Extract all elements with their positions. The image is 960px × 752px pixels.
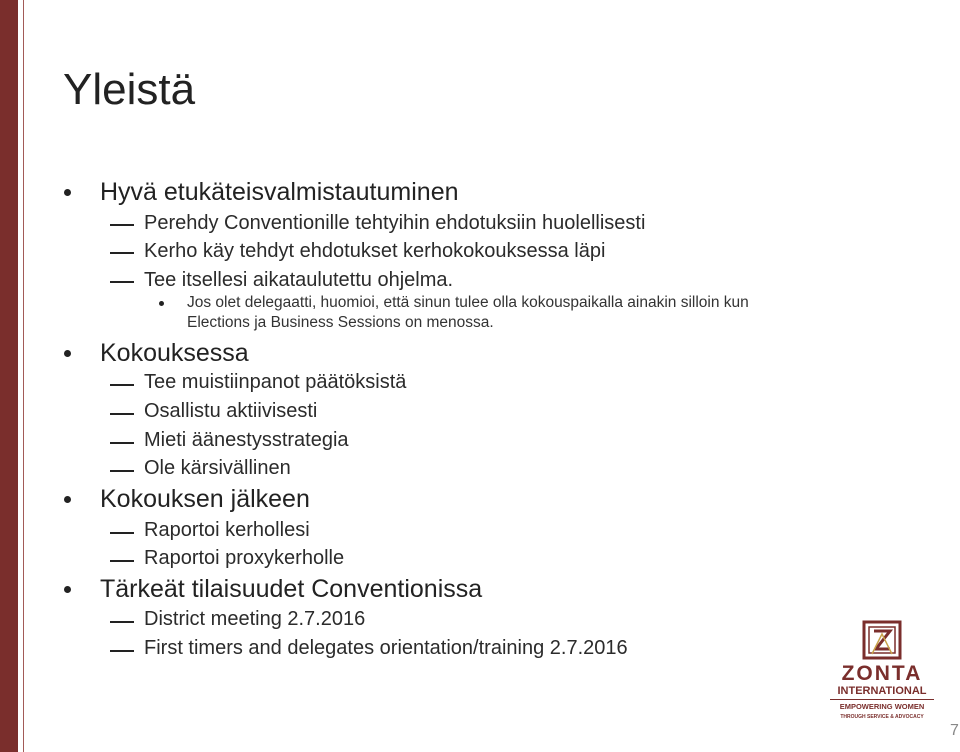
logo-tagline: EMPOWERING WOMEN	[839, 702, 925, 711]
bullet-icon	[159, 301, 164, 306]
dash-icon	[110, 224, 134, 226]
zonta-logo	[820, 618, 944, 722]
sub-item: Ole kärsivällinen	[144, 457, 291, 479]
bullet-item: Tärkeät tilaisuudet Conventionissa	[100, 575, 483, 603]
sub-item: Tee muistiinpanot päätöksistä	[144, 371, 407, 393]
dash-icon	[110, 281, 134, 283]
dash-icon	[110, 252, 134, 254]
bullet-icon	[64, 350, 71, 357]
sub-item: District meeting 2.7.2016	[144, 608, 366, 630]
dash-icon	[110, 621, 134, 623]
logo-name: ZONTA	[841, 662, 923, 685]
bullet-icon	[64, 586, 71, 593]
sub-sub-item-line: Jos olet delegaatti, huomioi, että sinun tulee olla kokouspaikalla ainakin silloin kun	[187, 294, 749, 311]
bullet-item: Hyvä etukäteisvalmistautuminen	[100, 178, 459, 206]
slide-title: Yleistä	[63, 65, 196, 114]
bullet-icon	[64, 189, 71, 196]
sub-item: Raportoi kerhollesi	[144, 519, 310, 541]
logo-tagline-2: THROUGH SERVICE & ADVOCACY	[840, 714, 924, 720]
bullet-item: Kokouksen jälkeen	[100, 485, 310, 513]
dash-icon	[110, 650, 134, 652]
dash-icon	[110, 442, 134, 444]
bullet-icon	[64, 496, 71, 503]
sub-item: Osallistu aktiivisesti	[144, 400, 318, 422]
bullet-item: Kokouksessa	[100, 339, 249, 367]
dash-icon	[110, 384, 134, 386]
sub-sub-item-line: Elections ja Business Sessions on menossa.	[187, 314, 494, 331]
sub-item: First timers and delegates orientation/training 2.7.2016	[144, 637, 628, 659]
dash-icon	[110, 532, 134, 534]
page-number: 7	[950, 722, 959, 739]
sub-item: Perehdy Conventionille tehtyihin ehdotuksiin huolellisesti	[144, 212, 646, 234]
sub-item: Raportoi proxykerholle	[144, 547, 345, 569]
sub-item: Kerho käy tehdyt ehdotukset kerhokokouksessa läpi	[144, 240, 606, 262]
sub-item: Tee itsellesi aikataulutettu ohjelma.	[144, 269, 454, 291]
logo-sub: INTERNATIONAL	[837, 685, 927, 697]
dash-icon	[110, 413, 134, 415]
dash-icon	[110, 470, 134, 472]
dash-icon	[110, 560, 134, 562]
sub-item: Mieti äänestysstrategia	[144, 429, 349, 451]
zonta-emblem-icon	[864, 622, 900, 658]
